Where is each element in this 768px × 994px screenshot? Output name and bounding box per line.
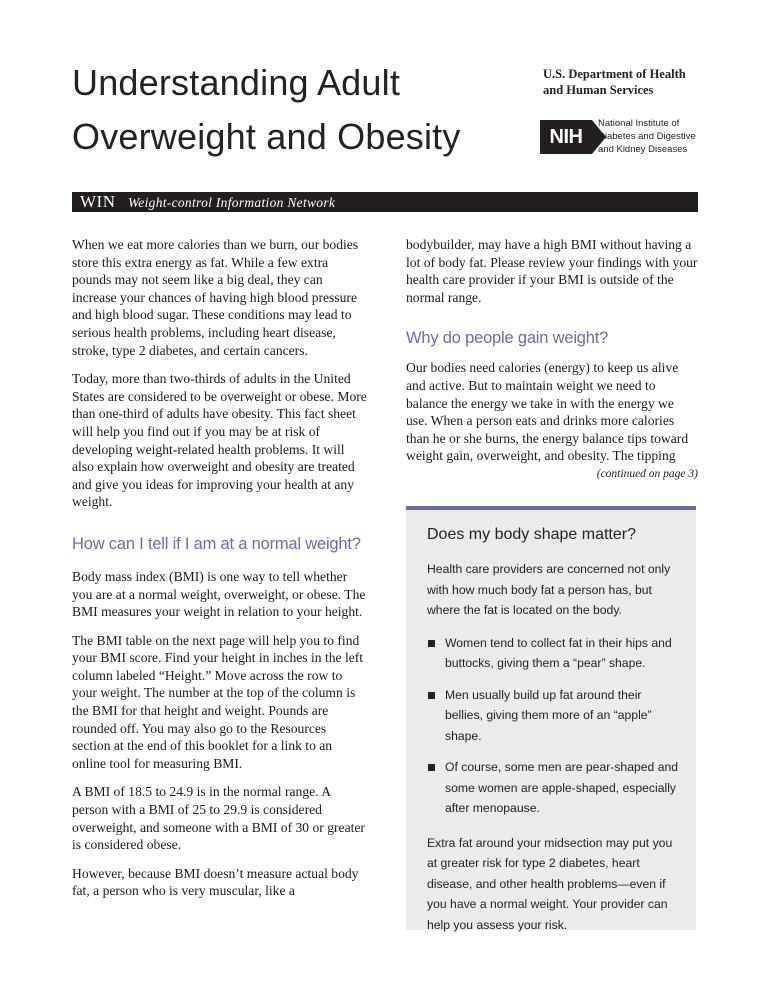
nih-logo: NIH: [540, 120, 592, 154]
sidebar-title: Does my body shape matter?: [427, 526, 636, 543]
bmi-table-paragraph: The BMI table on the next page will help you to find your BMI score. Find your height in inches in the left column labeled “Height.” Move across the row to your weight. The number at the top of the column is the BMI for that height and weight. Pounds are rounded off. You may also go to the Resources section at the end of this booklet for a link to an online tool for measuring BMI.: [72, 632, 364, 771]
sidebar-intro: Health care providers are concerned not only with how much body fat a person has, but where the fat is located on the body.: [427, 562, 671, 617]
win-acronym: WIN: [80, 192, 116, 211]
square-bullet-icon: [428, 764, 435, 771]
energy-balance-paragraph: Our bodies need calories (energy) to keep us alive and active. But to maintain weight we need to balance the energy we take in with the energy we use. When a person eats and drinks more calories than he or she burns, the energy balance tips toward weight gain, overweight, and obesity. The tipping: [406, 360, 689, 464]
win-banner: [72, 192, 698, 212]
page-title: [72, 56, 522, 164]
prevalence-paragraph: Today, more than two-thirds of adults in the United States are considered to be overweight or obese. More than one-third of adults have obesity. This fact sheet will help you find out if you may be at risk of developing weight-related health problems. It will also explain how overweight and obesity are treated and give you ideas for improving your health at any weight.: [72, 371, 367, 510]
right-column: [406, 236, 698, 482]
win-network-name: Weight-control Information Network: [128, 195, 336, 210]
hhs-line-1: U.S. Department of Health: [543, 67, 686, 81]
hhs-line-2: and Human Services: [543, 83, 654, 97]
title-line-1: Understanding Adult: [72, 62, 401, 103]
niddk-line-2: Diabetes and Digestive: [598, 131, 696, 142]
intro-paragraph: When we eat more calories than we burn, our bodies store this extra energy as fat. While a few extra pounds may not seem like a big deal, they can increase your chances of having high blood pressure and high blood sugar. These conditions may lead to serious health problems, including heart disease, stroke, type 2 diabetes, and certain cancers.: [72, 237, 359, 358]
niddk-name: [598, 117, 758, 156]
niddk-line-1: National Institute of: [598, 118, 680, 129]
bmi-ranges-paragraph: A BMI of 18.5 to 24.9 is in the normal range. A person with a BMI of 25 to 29.9 is considered overweight, and someone with a BMI of 30 or greater is considered obese.: [72, 784, 365, 853]
left-column: [72, 236, 367, 911]
list-item: Men usually build up fat around their bellies, giving them more of an “apple” shape.: [427, 685, 679, 747]
section-heading-gain-weight: Why do people gain weight?: [406, 329, 609, 348]
sidebar-bullet-list: [427, 633, 679, 819]
square-bullet-icon: [428, 692, 435, 699]
title-line-2: Overweight and Obesity: [72, 116, 461, 157]
list-item: Women tend to collect fat in their hips and buttocks, giving them a “pear” shape.: [427, 633, 679, 674]
hhs-department: [543, 66, 743, 98]
bmi-definition-paragraph: Body mass index (BMI) is one way to tell whether you are at a normal weight, overweight, or obese. The BMI measures your weight in relation to your height.: [72, 568, 366, 620]
continued-note: (continued on page 3): [596, 467, 698, 480]
body-shape-sidebar: [406, 506, 696, 930]
sidebar-closing: Extra fat around your midsection may put you at greater risk for type 2 diabetes, heart disease, and other health problems—even if you have a normal weight. Your provider can help you assess your risk.: [427, 835, 673, 932]
bodybuilder-paragraph: bodybuilder, may have a high BMI without having a lot of body fat. Please review your findings with your health care provider if your BMI is outside of the normal range.: [406, 237, 698, 305]
bmi-limitation-paragraph: However, because BMI doesn’t measure actual body fat, a person who is very muscular, like a: [72, 865, 359, 899]
square-bullet-icon: [428, 640, 435, 647]
section-heading-normal-weight: How can I tell if I am at a normal weight?: [72, 534, 361, 553]
list-item: Of course, some men are pear-shaped and some women are apple-shaped, especially after menopause.: [427, 757, 679, 819]
niddk-line-3: and Kidney Diseases: [598, 144, 688, 155]
